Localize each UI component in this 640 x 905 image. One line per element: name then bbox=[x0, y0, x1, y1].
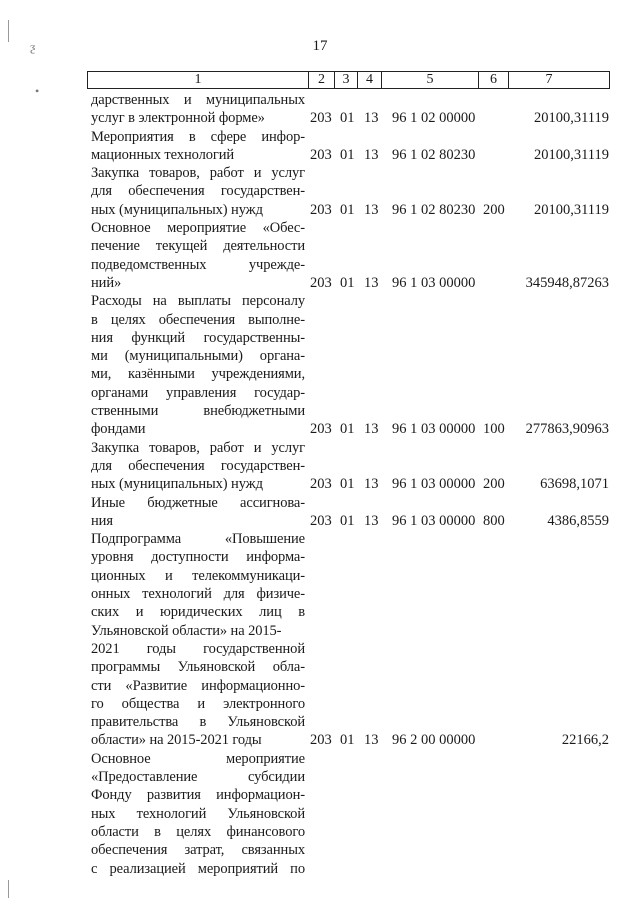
header-col-7: 7 bbox=[545, 72, 553, 87]
description-line: ми (муниципальными) органа- bbox=[91, 348, 305, 365]
amount: 4386,8559 bbox=[547, 512, 609, 529]
row-description bbox=[91, 292, 305, 438]
page-number: 17 bbox=[312, 38, 328, 54]
code-item: 13 bbox=[364, 476, 379, 493]
scan-margin-line bbox=[8, 880, 9, 898]
description-line: ских и юридических лиц в bbox=[91, 604, 305, 621]
description-line: Мероприятия в сфере инфор- bbox=[91, 128, 305, 145]
code-target: 96 1 03 00000 bbox=[392, 476, 476, 493]
description-line: ных (муниципальных) нужд bbox=[91, 201, 263, 218]
description-line: дарственных и муниципальных bbox=[91, 92, 305, 108]
code-section: 203 bbox=[310, 146, 332, 163]
row-description bbox=[91, 164, 305, 219]
table-header bbox=[87, 71, 610, 89]
description-line: программы Ульяновской обла- bbox=[91, 659, 305, 676]
description-line: обеспечения затрат, связанных bbox=[91, 842, 305, 859]
description-line: ния bbox=[91, 512, 113, 529]
description-line: с реализацией мероприятий по bbox=[91, 860, 305, 877]
scan-mark: ƺ bbox=[30, 40, 36, 54]
code-expense-type: 800 bbox=[483, 512, 505, 529]
code-section: 203 bbox=[310, 201, 332, 218]
description-line: ний» bbox=[91, 274, 122, 291]
description-line: подведомственных учрежде- bbox=[91, 256, 305, 273]
description-line: Основное мероприятие bbox=[91, 750, 305, 767]
code-target: 96 1 03 00000 bbox=[392, 274, 476, 291]
description-line: ных (муниципальных) нужд bbox=[91, 476, 263, 493]
amount: 22166,2 bbox=[561, 732, 609, 749]
scan-dot: • bbox=[35, 84, 40, 98]
description-line: ми, казёнными учреждениями, bbox=[91, 366, 305, 383]
header-col-1: 1 bbox=[88, 72, 309, 88]
code-target: 96 1 03 00000 bbox=[392, 421, 476, 438]
code-target: 96 1 02 00000 bbox=[392, 110, 476, 127]
code-target: 96 1 03 00000 bbox=[392, 512, 476, 529]
header-col-3: 3 bbox=[335, 72, 358, 88]
description-line: Подпрограмма «Повышение bbox=[91, 531, 305, 548]
description-line: органами управления государ- bbox=[91, 384, 305, 401]
description-line: области в целях финансового bbox=[91, 823, 305, 840]
code-expense-type: 200 bbox=[483, 201, 505, 218]
description-line: правительства в Ульяновской bbox=[91, 714, 305, 731]
description-line: печение текущей деятельности bbox=[91, 238, 305, 255]
code-section: 203 bbox=[310, 110, 332, 127]
header-col-2: 2 bbox=[309, 72, 335, 88]
code-subsection: 01 bbox=[340, 732, 355, 749]
code-section: 203 bbox=[310, 421, 332, 438]
code-subsection: 01 bbox=[340, 512, 355, 529]
description-line: Ульяновской области» на 2015- bbox=[91, 622, 282, 639]
description-line: уровня доступности информа- bbox=[91, 549, 305, 566]
description-line: для обеспечения государствен- bbox=[91, 457, 305, 474]
code-subsection: 01 bbox=[340, 110, 355, 127]
header-col-6: 6 bbox=[479, 72, 509, 88]
header-col-5: 5 bbox=[382, 72, 479, 88]
description-line: фондами bbox=[91, 421, 146, 438]
code-target: 96 2 00 00000 bbox=[392, 732, 476, 749]
description-line: Закупка товаров, работ и услуг bbox=[91, 165, 305, 182]
row-description bbox=[91, 530, 305, 750]
description-line: ния функций государственны- bbox=[91, 329, 305, 346]
description-line: области» на 2015-2021 годы bbox=[91, 732, 262, 749]
description-line: Иные бюджетные ассигнова- bbox=[91, 494, 305, 511]
code-expense-type: 100 bbox=[483, 421, 505, 438]
description-line: мационных технологий bbox=[91, 146, 235, 163]
description-line: сти «Развитие информационно- bbox=[91, 677, 305, 694]
code-section: 203 bbox=[310, 732, 332, 749]
amount: 20100,31119 bbox=[533, 146, 609, 163]
description-line: для обеспечения государствен- bbox=[91, 183, 305, 200]
code-subsection: 01 bbox=[340, 421, 355, 438]
description-line: «Предоставление субсидии bbox=[91, 769, 305, 786]
scan-margin-line bbox=[8, 20, 9, 42]
code-section: 203 bbox=[310, 476, 332, 493]
header-col-4: 4 bbox=[358, 72, 382, 88]
amount: 277863,90963 bbox=[525, 421, 609, 438]
code-item: 13 bbox=[364, 201, 379, 218]
code-expense-type: 200 bbox=[483, 476, 505, 493]
amount: 20100,31119 bbox=[533, 201, 609, 218]
description-line: ционных и телекоммуникаци- bbox=[91, 567, 305, 584]
code-item: 13 bbox=[364, 110, 379, 127]
code-subsection: 01 bbox=[340, 146, 355, 163]
amount: 345948,87263 bbox=[525, 274, 609, 291]
amount: 63698,1071 bbox=[540, 476, 609, 493]
code-target: 96 1 02 80230 bbox=[392, 146, 476, 163]
code-item: 13 bbox=[364, 146, 379, 163]
code-item: 13 bbox=[364, 512, 379, 529]
row-description bbox=[91, 219, 305, 292]
description-line: ственными внебюджетными bbox=[91, 403, 305, 420]
row-description bbox=[91, 439, 305, 494]
amount: 20100,31119 bbox=[533, 110, 609, 127]
description-line: Основное мероприятие «Обес- bbox=[91, 220, 305, 237]
description-line: услуг в электронной форме» bbox=[91, 110, 265, 127]
code-section: 203 bbox=[310, 274, 332, 291]
code-item: 13 bbox=[364, 274, 379, 291]
description-line: Фонду развития информацион- bbox=[91, 787, 305, 804]
description-line: Расходы на выплаты персоналу bbox=[91, 293, 305, 310]
description-line: 2021 годы государственной bbox=[91, 640, 305, 657]
code-item: 13 bbox=[364, 732, 379, 749]
code-item: 13 bbox=[364, 421, 379, 438]
description-line: го общества и электронного bbox=[91, 695, 305, 712]
description-line: в целях обеспечения выполне- bbox=[91, 311, 305, 328]
description-line: ных технологий Ульяновской bbox=[91, 805, 305, 822]
code-subsection: 01 bbox=[340, 201, 355, 218]
code-section: 203 bbox=[310, 512, 332, 529]
code-target: 96 1 02 80230 bbox=[392, 201, 476, 218]
code-subsection: 01 bbox=[340, 274, 355, 291]
row-description bbox=[91, 91, 305, 128]
row-description bbox=[91, 750, 305, 878]
description-line: онных технологий для физиче- bbox=[91, 586, 305, 603]
description-line: Закупка товаров, работ и услуг bbox=[91, 439, 305, 456]
row-description bbox=[91, 128, 305, 165]
code-subsection: 01 bbox=[340, 476, 355, 493]
row-description bbox=[91, 494, 305, 531]
